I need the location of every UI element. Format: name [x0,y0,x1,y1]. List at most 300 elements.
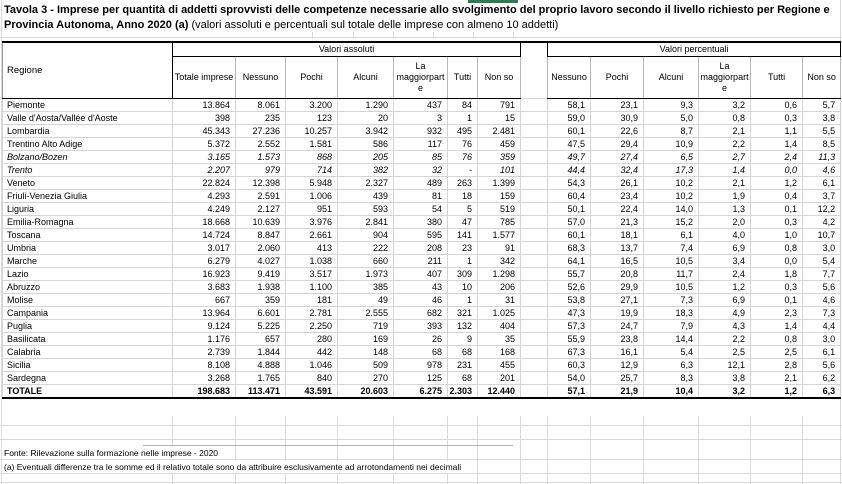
pct-value-cell[interactable]: 0,1 [751,202,803,215]
abs-value-cell[interactable]: 595 [394,228,448,241]
pct-value-cell[interactable]: 16,1 [591,345,644,358]
abs-value-cell[interactable]: 181 [286,293,338,306]
abs-value-cell[interactable]: 1.938 [236,280,286,293]
pct-value-cell[interactable]: 10,2 [644,176,699,189]
pct-value-cell[interactable]: 5,0 [644,111,699,124]
pct-value-cell[interactable]: 2,5 [751,345,803,358]
pct-value-cell[interactable]: 0,8 [751,241,803,254]
pct-value-cell[interactable]: 2,0 [699,215,751,228]
abs-value-cell[interactable]: 206 [478,280,521,293]
abs-value-cell[interactable]: 495 [448,124,478,137]
abs-value-cell[interactable]: 1.844 [236,345,286,358]
pct-value-cell[interactable]: 1,8 [751,267,803,280]
abs-value-cell[interactable]: 231 [448,358,478,371]
pct-value-cell[interactable]: 9,3 [644,98,699,111]
abs-value-cell[interactable]: 2.060 [236,241,286,254]
pct-value-cell[interactable]: 20,8 [591,267,644,280]
pct-value-cell[interactable]: 5,4 [803,254,841,267]
abs-value-cell[interactable]: 4.888 [236,358,286,371]
abs-value-cell[interactable]: 8.847 [236,228,286,241]
abs-value-cell[interactable]: 68 [394,345,448,358]
pct-value-cell[interactable]: 0,3 [751,280,803,293]
pct-value-cell[interactable]: 7,7 [803,267,841,280]
pct-value-cell[interactable]: 0,8 [699,111,751,124]
pct-value-cell[interactable]: 22,4 [591,202,644,215]
abs-value-cell[interactable]: 868 [286,150,338,163]
abs-value-cell[interactable]: 3.683 [173,280,236,293]
abs-value-cell[interactable]: 68 [448,345,478,358]
pct-value-cell[interactable]: 60,4 [548,189,591,202]
pct-value-cell[interactable]: 52,6 [548,280,591,293]
pct-value-cell[interactable]: 7,3 [803,306,841,319]
col-header-abs-nessuno[interactable]: Nessuno [236,56,286,98]
pct-value-cell[interactable]: 5,7 [803,98,841,111]
region-cell[interactable]: Marche [3,254,173,267]
pct-value-cell[interactable]: 3,2 [699,98,751,111]
pct-value-cell[interactable]: 47,5 [548,137,591,150]
abs-value-cell[interactable]: 385 [338,280,394,293]
col-header-abs-tutti[interactable]: Tutti [448,56,478,98]
col-header-abs-pochi[interactable]: Pochi [286,56,338,98]
abs-value-cell[interactable]: 3.942 [338,124,394,137]
pct-value-cell[interactable]: 60,1 [548,228,591,241]
region-cell[interactable]: Puglia [3,319,173,332]
abs-value-cell[interactable]: 2.127 [236,202,286,215]
pct-value-cell[interactable]: 1,2 [751,176,803,189]
col-header-abs-non-so[interactable]: Non so [478,56,521,98]
pct-value-cell[interactable]: 54,3 [548,176,591,189]
pct-value-cell[interactable]: 1,3 [699,202,751,215]
pct-value-cell[interactable]: 3,0 [803,241,841,254]
abs-value-cell[interactable]: 359 [478,150,521,163]
abs-value-cell[interactable]: 222 [338,241,394,254]
pct-value-cell[interactable]: 19,9 [591,306,644,319]
abs-value-cell[interactable]: 208 [394,241,448,254]
abs-value-cell[interactable]: 932 [394,124,448,137]
pct-value-cell[interactable]: 57,0 [548,215,591,228]
abs-value-cell[interactable]: 12.398 [236,176,286,189]
abs-value-cell[interactable]: 3.976 [286,215,338,228]
abs-value-cell[interactable]: 413 [286,241,338,254]
abs-value-cell[interactable]: 4.249 [173,202,236,215]
group-header-valori-assoluti[interactable]: Valori assoluti [173,42,521,56]
abs-value-cell[interactable]: 393 [394,319,448,332]
pct-value-cell[interactable]: 10,4 [644,384,699,398]
abs-value-cell[interactable]: 81 [394,189,448,202]
abs-value-cell[interactable]: 76 [448,137,478,150]
pct-value-cell[interactable]: 2,7 [699,150,751,163]
abs-value-cell[interactable]: 1 [448,111,478,124]
region-cell[interactable]: Sicilia [3,358,173,371]
pct-value-cell[interactable]: 68,3 [548,241,591,254]
abs-value-cell[interactable]: 46 [394,293,448,306]
pct-value-cell[interactable]: 54,0 [548,371,591,384]
abs-value-cell[interactable]: 509 [338,358,394,371]
pct-value-cell[interactable]: 4,4 [803,319,841,332]
pct-value-cell[interactable]: 6,9 [699,241,751,254]
pct-value-cell[interactable]: 14,4 [644,332,699,345]
pct-value-cell[interactable]: 1,4 [751,319,803,332]
abs-value-cell[interactable]: 979 [236,163,286,176]
abs-value-cell[interactable]: 437 [394,98,448,111]
abs-value-cell[interactable]: 951 [286,202,338,215]
abs-value-cell[interactable]: 20 [338,111,394,124]
abs-value-cell[interactable]: 6.279 [173,254,236,267]
abs-value-cell[interactable]: 31 [478,293,521,306]
pct-value-cell[interactable]: 2,1 [751,371,803,384]
abs-value-cell[interactable]: 1.573 [236,150,286,163]
abs-value-cell[interactable]: 13.964 [173,306,236,319]
pct-value-cell[interactable]: 2,1 [699,176,751,189]
abs-value-cell[interactable]: 593 [338,202,394,215]
abs-value-cell[interactable]: 660 [338,254,394,267]
pct-value-cell[interactable]: 1,4 [699,163,751,176]
group-header-valori-percentuali[interactable]: Valori percentuali [548,42,841,56]
region-cell[interactable]: Piemonte [3,98,173,111]
abs-value-cell[interactable]: 45.343 [173,124,236,137]
abs-value-cell[interactable]: 342 [478,254,521,267]
abs-value-cell[interactable]: 32 [394,163,448,176]
abs-value-cell[interactable]: 2.250 [286,319,338,332]
pct-value-cell[interactable]: 57,1 [548,384,591,398]
abs-value-cell[interactable]: 2.481 [478,124,521,137]
pct-value-cell[interactable]: 23,8 [591,332,644,345]
abs-value-cell[interactable]: 1.100 [286,280,338,293]
abs-value-cell[interactable]: 1.973 [338,267,394,280]
abs-value-cell[interactable]: 9.124 [173,319,236,332]
abs-value-cell[interactable]: 2.781 [286,306,338,319]
abs-value-cell[interactable]: 714 [286,163,338,176]
abs-value-cell[interactable]: 2.841 [338,215,394,228]
abs-value-cell[interactable]: 785 [478,215,521,228]
pct-value-cell[interactable]: 3,0 [803,332,841,345]
abs-value-cell[interactable]: 404 [478,319,521,332]
pct-value-cell[interactable]: 53,8 [548,293,591,306]
pct-value-cell[interactable]: 55,9 [548,332,591,345]
abs-value-cell[interactable]: 439 [338,189,394,202]
region-cell[interactable]: Toscana [3,228,173,241]
col-header-pct-tutti[interactable]: Tutti [751,56,803,98]
pct-value-cell[interactable]: 21,3 [591,215,644,228]
abs-value-cell[interactable]: 682 [394,306,448,319]
abs-value-cell[interactable]: 198.683 [173,384,236,398]
pct-value-cell[interactable]: 1,1 [751,124,803,137]
abs-value-cell[interactable]: 123 [286,111,338,124]
pct-value-cell[interactable]: 21,9 [591,384,644,398]
pct-value-cell[interactable]: 6,1 [803,345,841,358]
pct-value-cell[interactable]: 6,9 [699,293,751,306]
col-header-pct-pochi[interactable]: Pochi [591,56,644,98]
pct-value-cell[interactable]: 4,6 [803,293,841,306]
abs-value-cell[interactable]: 6.275 [394,384,448,398]
abs-value-cell[interactable]: 1.046 [286,358,338,371]
pct-value-cell[interactable]: 0,3 [751,215,803,228]
pct-value-cell[interactable]: 2,4 [751,150,803,163]
pct-value-cell[interactable]: 2,5 [699,345,751,358]
pct-value-cell[interactable]: 64,1 [548,254,591,267]
pct-value-cell[interactable]: 12,1 [699,358,751,371]
pct-value-cell[interactable]: 47,3 [548,306,591,319]
pct-value-cell[interactable]: 6,3 [803,384,841,398]
pct-value-cell[interactable]: 10,5 [644,254,699,267]
abs-value-cell[interactable]: 719 [338,319,394,332]
abs-value-cell[interactable]: 132 [448,319,478,332]
pct-value-cell[interactable]: 14,0 [644,202,699,215]
abs-value-cell[interactable]: 91 [478,241,521,254]
col-header-pct-alcuni[interactable]: Alcuni [644,56,699,98]
col-header-abs-la-maggiorparte[interactable]: La maggiorparte [394,56,448,98]
abs-value-cell[interactable]: 4.027 [236,254,286,267]
abs-value-cell[interactable]: 270 [338,371,394,384]
pct-value-cell[interactable]: 0,1 [751,293,803,306]
col-header-regione[interactable]: Regione [3,42,173,98]
region-cell[interactable]: Lazio [3,267,173,280]
pct-value-cell[interactable]: 3,8 [699,371,751,384]
abs-value-cell[interactable]: 43.591 [286,384,338,398]
region-cell[interactable]: TOTALE [3,384,173,398]
abs-value-cell[interactable]: 10.639 [236,215,286,228]
abs-value-cell[interactable]: 321 [448,306,478,319]
pct-value-cell[interactable]: 6,1 [803,176,841,189]
col-header-pct-non-so[interactable]: Non so [803,56,841,98]
abs-value-cell[interactable]: 76 [448,150,478,163]
region-cell[interactable]: Emilia-Romagna [3,215,173,228]
pct-value-cell[interactable]: 6,5 [644,150,699,163]
pct-value-cell[interactable]: 4,6 [803,163,841,176]
pct-value-cell[interactable]: 26,1 [591,176,644,189]
abs-value-cell[interactable]: 3.517 [286,267,338,280]
abs-value-cell[interactable]: 9 [448,332,478,345]
pct-value-cell[interactable]: 57,3 [548,319,591,332]
pct-value-cell[interactable]: 0,0 [751,254,803,267]
abs-value-cell[interactable]: 117 [394,137,448,150]
pct-value-cell[interactable]: 0,3 [751,111,803,124]
pct-value-cell[interactable]: 1,9 [699,189,751,202]
abs-value-cell[interactable]: 84 [448,98,478,111]
abs-value-cell[interactable]: 791 [478,98,521,111]
abs-value-cell[interactable]: 235 [236,111,286,124]
pct-value-cell[interactable]: 4,3 [699,319,751,332]
pct-value-cell[interactable]: 6,3 [644,358,699,371]
pct-value-cell[interactable]: 5,6 [803,280,841,293]
abs-value-cell[interactable]: 4.293 [173,189,236,202]
pct-value-cell[interactable]: 8,3 [644,371,699,384]
abs-value-cell[interactable]: 15 [478,111,521,124]
pct-value-cell[interactable]: 10,5 [644,280,699,293]
abs-value-cell[interactable]: 2.327 [338,176,394,189]
abs-value-cell[interactable]: 47 [448,215,478,228]
pct-value-cell[interactable]: 0,0 [751,163,803,176]
abs-value-cell[interactable]: 2.207 [173,163,236,176]
pct-value-cell[interactable]: 27,4 [591,150,644,163]
pct-value-cell[interactable]: 29,4 [591,137,644,150]
abs-value-cell[interactable]: 13.864 [173,98,236,111]
abs-value-cell[interactable]: 1.176 [173,332,236,345]
region-cell[interactable]: Friuli-Venezia Giulia [3,189,173,202]
col-header-pct-la-maggiorparte[interactable]: La maggiorparte [699,56,751,98]
region-cell[interactable]: Veneto [3,176,173,189]
pct-value-cell[interactable]: 1,2 [699,280,751,293]
abs-value-cell[interactable]: 85 [394,150,448,163]
pct-value-cell[interactable]: 3,2 [699,384,751,398]
region-cell[interactable]: Campania [3,306,173,319]
abs-value-cell[interactable]: 201 [478,371,521,384]
pct-value-cell[interactable]: 60,1 [548,124,591,137]
abs-value-cell[interactable]: 43 [394,280,448,293]
abs-value-cell[interactable]: 3.268 [173,371,236,384]
pct-value-cell[interactable]: 2,4 [699,267,751,280]
abs-value-cell[interactable]: 309 [448,267,478,280]
pct-value-cell[interactable]: 2,2 [699,137,751,150]
region-cell[interactable]: Lombardia [3,124,173,137]
region-cell[interactable]: Trentino Alto Adige [3,137,173,150]
pct-value-cell[interactable]: 10,9 [644,137,699,150]
pct-value-cell[interactable]: 2,3 [751,306,803,319]
abs-value-cell[interactable]: 8.061 [236,98,286,111]
pct-value-cell[interactable]: 1,4 [751,137,803,150]
pct-value-cell[interactable]: 0,6 [751,98,803,111]
abs-value-cell[interactable]: 22.824 [173,176,236,189]
col-header-totale-imprese[interactable]: Totale imprese [173,56,236,98]
pct-value-cell[interactable]: 6,1 [644,228,699,241]
abs-value-cell[interactable]: 101 [478,163,521,176]
pct-value-cell[interactable]: 18,3 [644,306,699,319]
pct-value-cell[interactable]: 3,8 [803,111,841,124]
abs-value-cell[interactable]: 1.581 [286,137,338,150]
abs-value-cell[interactable]: 1.006 [286,189,338,202]
abs-value-cell[interactable]: 1.298 [478,267,521,280]
pct-value-cell[interactable]: 5,6 [803,358,841,371]
abs-value-cell[interactable]: 667 [173,293,236,306]
abs-value-cell[interactable]: 12.440 [478,384,521,398]
abs-value-cell[interactable]: 586 [338,137,394,150]
abs-value-cell[interactable]: 519 [478,202,521,215]
pct-value-cell[interactable]: 11,7 [644,267,699,280]
pct-value-cell[interactable]: 16,5 [591,254,644,267]
abs-value-cell[interactable]: 442 [286,345,338,358]
pct-value-cell[interactable]: 10,2 [644,189,699,202]
pct-value-cell[interactable]: 23,1 [591,98,644,111]
pct-value-cell[interactable]: 7,9 [644,319,699,332]
abs-value-cell[interactable]: 1.025 [478,306,521,319]
pct-value-cell[interactable]: 58,1 [548,98,591,111]
pct-value-cell[interactable]: 22,6 [591,124,644,137]
abs-value-cell[interactable]: 10.257 [286,124,338,137]
region-cell[interactable]: Basilicata [3,332,173,345]
abs-value-cell[interactable]: 5.372 [173,137,236,150]
abs-value-cell[interactable]: 2.555 [338,306,394,319]
pct-value-cell[interactable]: 4,0 [699,228,751,241]
abs-value-cell[interactable]: 141 [448,228,478,241]
pct-value-cell[interactable]: 49,7 [548,150,591,163]
region-cell[interactable]: Molise [3,293,173,306]
abs-value-cell[interactable]: 14.724 [173,228,236,241]
abs-value-cell[interactable]: 35 [478,332,521,345]
pct-value-cell[interactable]: 2,1 [699,124,751,137]
abs-value-cell[interactable]: 5.948 [286,176,338,189]
pct-value-cell[interactable]: 27,1 [591,293,644,306]
abs-value-cell[interactable]: 168 [478,345,521,358]
abs-value-cell[interactable]: 148 [338,345,394,358]
region-cell[interactable]: Abruzzo [3,280,173,293]
abs-value-cell[interactable]: 489 [394,176,448,189]
pct-value-cell[interactable]: 5,5 [803,124,841,137]
abs-value-cell[interactable]: 3.165 [173,150,236,163]
abs-value-cell[interactable]: 159 [478,189,521,202]
pct-value-cell[interactable]: 13,7 [591,241,644,254]
abs-value-cell[interactable]: 359 [236,293,286,306]
abs-value-cell[interactable]: 455 [478,358,521,371]
abs-value-cell[interactable]: 3.200 [286,98,338,111]
pct-value-cell[interactable]: 29,9 [591,280,644,293]
pct-value-cell[interactable]: 15,2 [644,215,699,228]
abs-value-cell[interactable]: 398 [173,111,236,124]
pct-value-cell[interactable]: 18,1 [591,228,644,241]
pct-value-cell[interactable]: 60,3 [548,358,591,371]
abs-value-cell[interactable]: 840 [286,371,338,384]
pct-value-cell[interactable]: 1,2 [751,384,803,398]
abs-value-cell[interactable]: 2.739 [173,345,236,358]
pct-value-cell[interactable]: 12,9 [591,358,644,371]
abs-value-cell[interactable]: 9.419 [236,267,286,280]
abs-value-cell[interactable]: 10 [448,280,478,293]
col-header-pct-nessuno[interactable]: Nessuno [548,56,591,98]
abs-value-cell[interactable]: 3 [394,111,448,124]
abs-value-cell[interactable]: 6.601 [236,306,286,319]
region-cell[interactable]: Liguria [3,202,173,215]
abs-value-cell[interactable]: 1 [448,254,478,267]
pct-value-cell[interactable]: 50,1 [548,202,591,215]
abs-value-cell[interactable]: 380 [394,215,448,228]
abs-value-cell[interactable]: 54 [394,202,448,215]
abs-value-cell[interactable]: 23 [448,241,478,254]
abs-value-cell[interactable]: 2.303 [448,384,478,398]
abs-value-cell[interactable]: 49 [338,293,394,306]
pct-value-cell[interactable]: 4,2 [803,215,841,228]
abs-value-cell[interactable]: 1.290 [338,98,394,111]
pct-value-cell[interactable]: 0,8 [751,332,803,345]
abs-value-cell[interactable]: 18.668 [173,215,236,228]
abs-value-cell[interactable]: 2.661 [286,228,338,241]
abs-value-cell[interactable]: 68 [448,371,478,384]
pct-value-cell[interactable]: 2,2 [699,332,751,345]
pct-value-cell[interactable]: 67,3 [548,345,591,358]
abs-value-cell[interactable]: 211 [394,254,448,267]
abs-value-cell[interactable]: 1.038 [286,254,338,267]
abs-value-cell[interactable]: 125 [394,371,448,384]
pct-value-cell[interactable]: 59,0 [548,111,591,124]
abs-value-cell[interactable]: 280 [286,332,338,345]
abs-value-cell[interactable]: 1 [448,293,478,306]
pct-value-cell[interactable]: 12,2 [803,202,841,215]
abs-value-cell[interactable]: 3.017 [173,241,236,254]
region-cell[interactable]: Bolzano/Bozen [3,150,173,163]
pct-value-cell[interactable]: 6,2 [803,371,841,384]
pct-value-cell[interactable]: 1,0 [751,228,803,241]
abs-value-cell[interactable]: 263 [448,176,478,189]
abs-value-cell[interactable]: 18 [448,189,478,202]
pct-value-cell[interactable]: 11,3 [803,150,841,163]
region-cell[interactable]: Umbria [3,241,173,254]
pct-value-cell[interactable]: 3,7 [803,189,841,202]
pct-value-cell[interactable]: 2,8 [751,358,803,371]
abs-value-cell[interactable]: 382 [338,163,394,176]
abs-value-cell[interactable]: 20.603 [338,384,394,398]
pct-value-cell[interactable]: 23,4 [591,189,644,202]
pct-value-cell[interactable]: 10,7 [803,228,841,241]
pct-value-cell[interactable]: 44,4 [548,163,591,176]
abs-value-cell[interactable]: 27.236 [236,124,286,137]
